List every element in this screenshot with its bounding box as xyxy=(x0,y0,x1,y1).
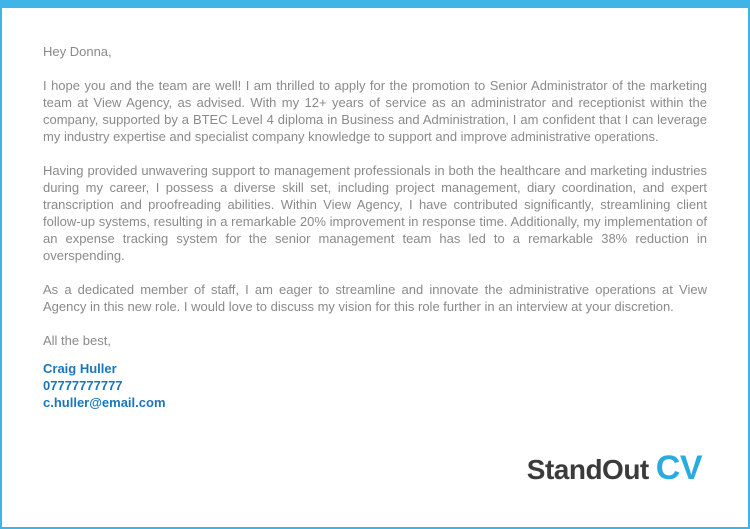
paragraph-experience: Having provided unwavering support to management professionals in both the healthcare and marketing industries during my career, I possess a diverse skill set, including project management, diary coordination, and expert transcription and proofreading abilities. Within View Agency, I have contributed significantly, streamlining client follow-up systems, resulting in a remarkable 20% improvement in response time. Additionally, my implementation of an expense tracking system for the senior management team has led to a remarkable 38% reduction in overspending. xyxy=(43,163,707,263)
signature-name: Craig Huller xyxy=(43,361,117,376)
paragraph-intro: I hope you and the team are well! I am thrilled to apply for the promotion to Senior Administrator of the marketing team at View Agency, as advised. With my 12+ years of service as an administrator and receptionist within the company, supported by a BTEC Level 4 diploma in Business and Administration, I am confident that I can leverage my industry expertise and specialist company knowledge to support and improve administrative operations. xyxy=(43,78,707,144)
standout-cv-logo xyxy=(527,451,702,485)
paragraph-closing-pitch: As a dedicated member of staff, I am eager to streamline and innovate the administrative operations at View Agency in this new role. I would love to discuss my vision for this role further in an interview at your discretion. xyxy=(43,282,707,314)
signature-email: c.huller@email.com xyxy=(43,395,166,410)
signature-block xyxy=(43,360,707,411)
logo-text-cv: CV xyxy=(655,449,702,487)
logo-text-standout: StandOut xyxy=(526,454,649,485)
greeting: Hey Donna, xyxy=(43,44,112,59)
sign-off: All the best, xyxy=(43,333,111,348)
signature-phone: 07777777777 xyxy=(43,378,123,393)
